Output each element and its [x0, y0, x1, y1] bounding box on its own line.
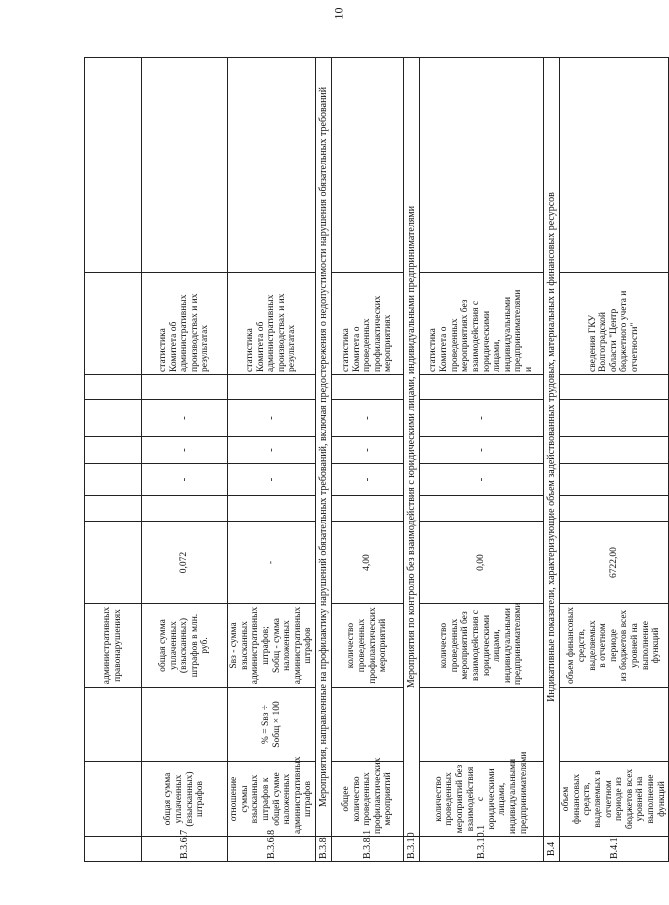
cell-col-6: [420, 496, 544, 522]
cell-formula: [142, 688, 228, 762]
cell-col-6: [85, 496, 142, 522]
table-section-row: [316, 58, 332, 862]
cell-col-10: [420, 375, 544, 400]
cell-col-8: -: [420, 437, 544, 464]
cell-col-7: -: [142, 464, 228, 496]
cell-formula: [85, 688, 142, 762]
cell-description: административных правонарушениях: [85, 604, 142, 688]
cell-formula: [560, 688, 669, 762]
cell-description: объем финансовых средств, выделяемых в отчетном периоде из бюджетов всех уровней на выполнение функций: [560, 604, 669, 688]
cell-code: В.4.1: [560, 837, 669, 862]
cell-indicator-name: объем финансовых средств, выделяемых в отчетном периоде из бюджетов всех уровней на выполнение функций: [560, 762, 669, 837]
cell-col-8: [560, 437, 669, 464]
cell-source: статистика Комитета о проведенных профилактических мероприятиях: [332, 273, 404, 375]
cell-value: -: [228, 522, 316, 604]
cell-value: 4,00: [332, 522, 404, 604]
cell-code: В.3.10: [404, 837, 420, 862]
cell-formula: [332, 688, 404, 762]
cell-col-6: [332, 496, 404, 522]
table-row: [420, 58, 544, 862]
cell-value: [85, 522, 142, 604]
cell-description: количество проведенных мероприятий без взаимодействия с юридическими лицами, индивидуальными предпринимателями: [420, 604, 544, 688]
rotated-page: [84, 58, 667, 862]
table-row: [85, 58, 142, 862]
cell-col-10: [85, 375, 142, 400]
table-body: [85, 58, 669, 862]
cell-note: [560, 58, 669, 273]
cell-formula: % = Sвз ÷ Sобщ × 100: [228, 688, 316, 762]
cell-value: 0,00: [420, 522, 544, 604]
table-section-row: [544, 58, 560, 862]
cell-col-9: -: [142, 400, 228, 437]
cell-source: статистика Комитета об административных производствах и их результатах: [142, 273, 228, 375]
cell-col-10: [142, 375, 228, 400]
cell-source: статистика Комитета о проведенных мероприятиях без взаимодействия с юридическими лицами, индивидуальными предпринимателями и: [420, 273, 544, 375]
cell-col-8: -: [142, 437, 228, 464]
cell-indicator-name: количество проведенных мероприятий без взаимодействия с юридическими лицами, индивидуальными предпринимателями: [420, 762, 544, 837]
table-row: [332, 58, 404, 862]
cell-indicator-name: отношение суммы взысканных штрафов к общей сумме наложенных административных штрафов: [228, 762, 316, 837]
cell-col-7: -: [228, 464, 316, 496]
cell-formula: [420, 688, 544, 762]
table-section-row: [404, 58, 420, 862]
cell-indicator-name: общее количество проведенных профилактических мероприятий: [332, 762, 404, 837]
cell-source: сведения ГКУ Волгоградской области "Центр бюджетного учета и отчетности": [560, 273, 669, 375]
table-row: [142, 58, 228, 862]
cell-col-6: [228, 496, 316, 522]
table-row: [560, 58, 669, 862]
cell-note: [142, 58, 228, 273]
page-number-strip: [0, 6, 640, 26]
cell-source: [85, 273, 142, 375]
cell-code: В.3.6.7: [142, 837, 228, 862]
cell-col-9: [85, 400, 142, 437]
section-title: Мероприятия по контролю без взаимодействия с юридическими лицами, индивидуальными предпринимателями: [404, 58, 420, 837]
cell-col-7: -: [420, 464, 544, 496]
cell-col-9: -: [228, 400, 316, 437]
cell-col-10: [560, 375, 669, 400]
cell-col-7: [85, 464, 142, 496]
cell-col-10: [332, 375, 404, 400]
cell-col-9: -: [420, 400, 544, 437]
cell-code: В.3.6.8: [228, 837, 316, 862]
cell-description: общая сумма уплаченных (взысканных) штрафов в млн. руб.: [142, 604, 228, 688]
page-number: 10: [331, 7, 346, 20]
cell-value: 0,072: [142, 522, 228, 604]
cell-description: количество проведенных профилактических мероприятий: [332, 604, 404, 688]
cell-col-10: [228, 375, 316, 400]
cell-code: В.4: [544, 837, 560, 862]
cell-col-7: [560, 464, 669, 496]
cell-col-8: -: [228, 437, 316, 464]
cell-col-9: [560, 400, 669, 437]
section-title: Мероприятия, направленные на профилактику нарушений обязательных требований, включая предостережения о недопустимости нарушения обязательных требований: [316, 58, 332, 837]
table-row: [228, 58, 316, 862]
cell-col-8: -: [332, 437, 404, 464]
cell-code: В.3.8.1: [332, 837, 404, 862]
cell-col-7: -: [332, 464, 404, 496]
cell-description: Sвз - сумма взысканных административных штрафов; Sобщ - сумма наложенных административных штрафов: [228, 604, 316, 688]
cell-col-8: [85, 437, 142, 464]
indicators-table: [84, 57, 669, 862]
cell-col-6: [142, 496, 228, 522]
cell-value: 6722,00: [560, 522, 669, 604]
cell-col-6: [560, 496, 669, 522]
cell-code: В.3.8: [316, 837, 332, 862]
cell-source: статистика Комитета об административных производствах и их результатах: [228, 273, 316, 375]
cell-indicator-name: [85, 762, 142, 837]
cell-note: [332, 58, 404, 273]
page-stage: [84, 58, 667, 862]
cell-note: [228, 58, 316, 273]
cell-col-9: -: [332, 400, 404, 437]
cell-note: [420, 58, 544, 273]
cell-code: [85, 837, 142, 862]
cell-note: [85, 58, 142, 273]
cell-code: В.3.10.1: [420, 837, 544, 862]
section-title: Индикативные показатели, характеризующие объем задействованных трудовых, материальных и финансовых ресурсов: [544, 58, 560, 837]
cell-indicator-name: общая сумма уплаченных (взысканных) штрафов: [142, 762, 228, 837]
